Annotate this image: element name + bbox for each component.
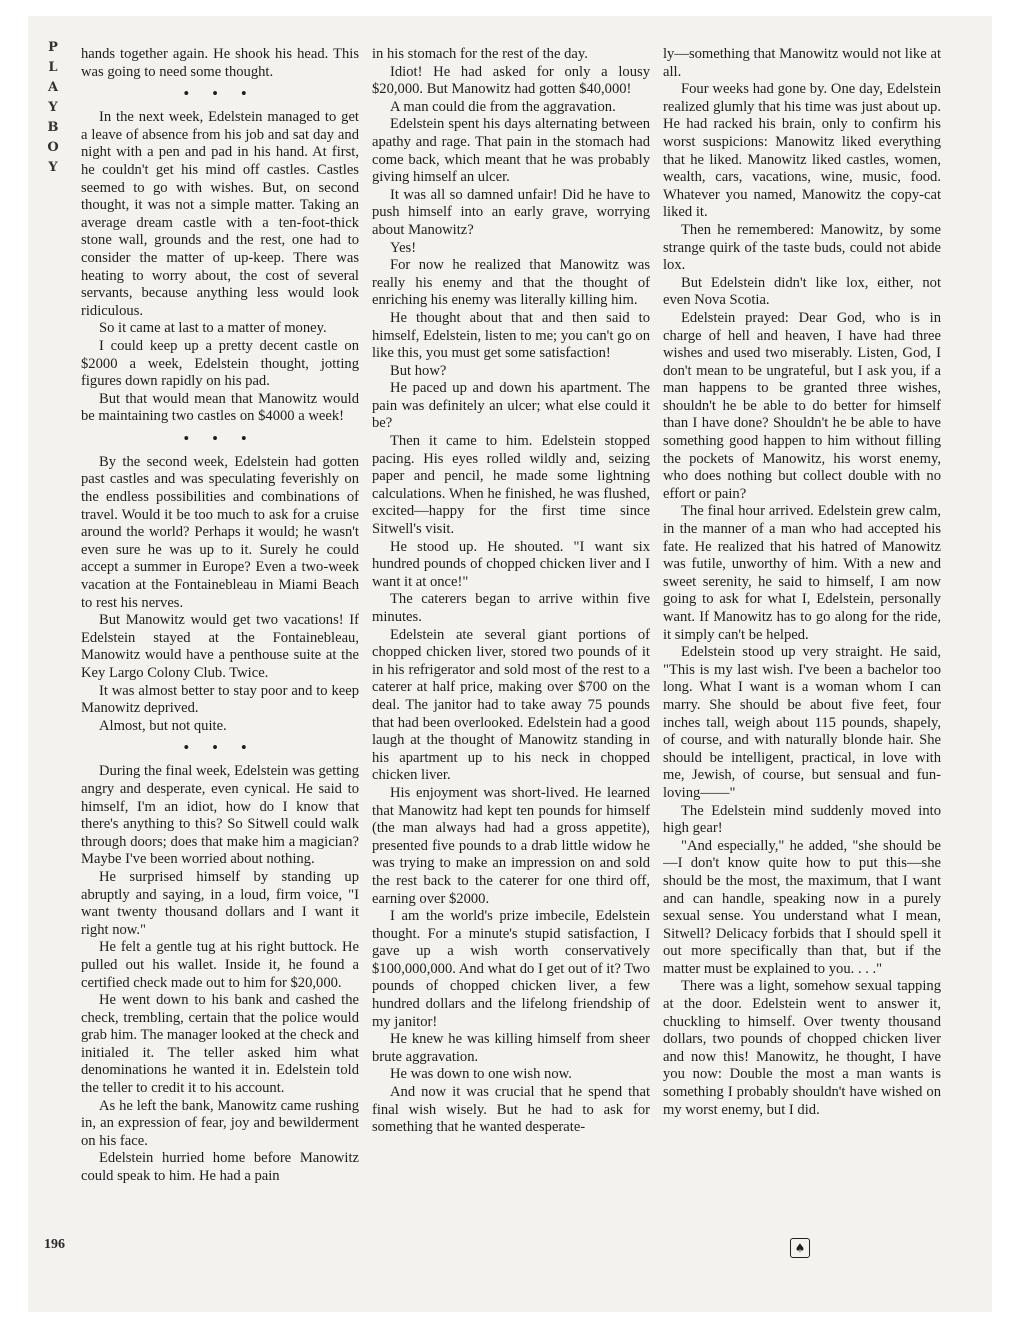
paragraph: Edelstein hurried home before Manowitz could speak to him. He had a pain [81, 1150, 359, 1185]
paragraph: He thought about that and then said to himself, Edelstein, listen to me; you can't go on like this, you must get some satisfaction! [372, 309, 650, 362]
paragraph: But Edelstein didn't like lox, either, not even Nova Scotia. [663, 274, 941, 309]
magazine-name-letter: L [48, 60, 58, 75]
paragraph: But that would mean that Manowitz would be maintaining two castles on $4000 a week! [81, 390, 359, 425]
paragraph: The caterers began to arrive within five minutes. [372, 591, 650, 625]
paragraph: The Edelstein mind suddenly moved into high gear! [663, 802, 941, 837]
magazine-name-vertical [42, 38, 64, 218]
paragraph: Idiot! He had asked for only a lousy $20,000. But Manowitz had gotten $40,000! [372, 63, 650, 98]
paragraph: He stood up. He shouted. "I want six hundred pounds of chopped chicken liver and I want it at once!" [372, 538, 650, 590]
paragraph: He knew he was killing himself from sheer brute aggravation. [372, 1031, 650, 1065]
paragraph: During the final week, Edelstein was getting angry and desperate, even cynical. He said to himself, I'm an idiot, how do I know that there's anything to this? So Sitwell could walk through doors; does that make him a magician? Maybe I've been worried about nothing. [81, 763, 359, 868]
paragraph: "And especially," he added, "she should be—I don't know quite how to put this—she should be the most, the maximum, that I want and can handle, speaking now in a purely sexual sense. You understand what I mean, Sitwell? Delicacy forbids that I should spell it out more specifically than that, but if the matter must be explained to you. . . ." [663, 837, 941, 977]
paragraph: The final hour arrived. Edelstein grew calm, in the manner of a man who had accepted his fate. He realized that his hatred of Manowitz was futile, unworthy of him. With a new and sweet serenity, he said to himself, I am now going to ask for what I, Edelstein, personally want. If Manowitz has to go along for the ride, it simply can't be helped. [663, 503, 941, 643]
paragraph: hands together again. He shook his head. This was going to need some thought. [81, 46, 359, 80]
paragraph: Edelstein stood up very straight. He said, "This is my last wish. I've been a bachelor too long. What I want is a woman whom I can marry. She should be about five feet, four inches tall, weigh about 115 pounds, shapely, of course, and with naturally blonde hair. She should be intelligent, practical, in love with me, Jewish, of course, but sensual and fun-loving——" [663, 644, 941, 801]
paragraph: A man could die from the aggravation. [390, 98, 616, 115]
paragraph: By the second week, Edelstein had gotten past castles and was speculating feverishly on the endless possibilities and combinations of travel. Would it be too much to ask for a cruise around the world? Perhaps it would; he wasn't even sure he was up to it. Surely he could accept a summer in Europe? Even a two-week vacation at the Fontainebleau in Miami Beach to rest his nerves. [81, 453, 359, 611]
paragraph: ly—something that Manowitz would not like at all. [663, 46, 941, 80]
text-column-3 [663, 46, 941, 1266]
paragraph: So it came at last to a matter of money. [99, 320, 327, 337]
page-number: 196 [44, 1237, 65, 1252]
paragraph: Then he remembered: Manowitz, by some strange quirk of the taste buds, could not abide lox. [663, 221, 941, 274]
magazine-name-letter: B [47, 120, 59, 135]
paragraph: It was all so damned unfair! Did he have to push himself into an early grave, worrying about Manowitz? [372, 186, 650, 238]
paragraph: Then it came to him. Edelstein stopped pacing. His eyes rolled wildly and, seizing paper and pencil, he made some lightning calculations. When he finished, he was flushed, excited—happy for the first time since Sitwell's visit. [372, 433, 650, 538]
paragraph: As he left the bank, Manowitz came rushing in, an expression of fear, joy and bewilderment on his face. [81, 1097, 359, 1149]
paragraph: His enjoyment was short-lived. He learned that Manowitz had kept ten pounds for himself (the man always had had a gross appetite), presented five pounds to a drab little widow he was trying to make an impression on and sold the rest back to the caterer for one third off, earning over $2000. [372, 784, 650, 907]
magazine-name-letter: O [47, 140, 59, 155]
paragraph: Yes! [390, 239, 417, 256]
section-break: • • • [183, 86, 257, 103]
paragraph: in his stomach for the rest of the day. [372, 46, 588, 62]
paragraph: There was a light, somehow sexual tapping at the door. Edelstein went to answer it, chuckling to himself. Over twenty thousand dollars, two pounds of chopped chicken liver and now this! Manowitz, he thought, I have you now: Double the most a man wants is something I probably shouldn't have wished on my worst enemy, but I did. [663, 978, 941, 1118]
magazine-name-letter: A [47, 80, 59, 95]
paragraph: Almost, but not quite. [99, 717, 227, 734]
paragraph: I could keep up a pretty decent castle on $2000 a week, Edelstein thought, jotting figures down rapidly on his pad. [81, 337, 359, 390]
paragraph: I am the world's prize imbecile, Edelstein thought. For a minute's stupid satisfaction, I gave up a wish worth conservatively $100,000,000. And what do I get out of it? Two pounds of chopped chicken liver, a few hundred dollars and the lifelong friendship of my janitor! [372, 908, 650, 1030]
text-column-2 [372, 46, 650, 1266]
paragraph: He surprised himself by standing up abruptly and saying, in a loud, firm voice, "I want twenty thousand dollars and I want it right now." [81, 868, 359, 938]
magazine-name-letter: Y [48, 160, 58, 175]
paragraph: He paced up and down his apartment. The pain was definitely an ulcer; what else could it be? [372, 380, 650, 432]
paragraph: Edelstein ate several giant portions of chopped chicken liver, stored two pounds of it in his refrigerator and sold most of the rest to a caterer at half price, making over $700 on the deal. The janitor had to take away 75 pounds that had been overlooked. Edelstein had a good laugh at the thought of Manowitz standing in his apartment up to his neck in chopped chicken liver. [372, 626, 650, 784]
section-break: • • • [183, 430, 257, 447]
section-break: • • • [183, 740, 257, 757]
paragraph: And now it was crucial that he spend that final wish wisely. But he had to ask for something that he wanted desperate- [372, 1084, 650, 1136]
end-mark-icon: ♠ [790, 1238, 810, 1258]
paragraph: For now he realized that Manowitz was really his enemy and that the thought of enriching his enemy was literally killing him. [372, 257, 650, 309]
paragraph: He went down to his bank and cashed the check, trembling, certain that the police would grab him. The manager looked at the check and initialed it. The teller asked him what denominations he wanted it in. Edelstein told the teller to credit it to his account. [81, 992, 359, 1097]
text-column-1 [81, 46, 359, 1266]
paragraph: Edelstein prayed: Dear God, who is in charge of hell and heaven, I have had three wishes and used two miserably. Listen, God, I don't mean to be ungrateful, but I ask you, if a man happens to be granted three wishes, shouldn't he be able to do better for himself than I have done? Shouldn't he be able to have something good happen to him without filling the pockets of Manowitz, his worst enemy, who does nothing but collect double with no effort or pain? [663, 309, 941, 502]
paragraph: He felt a gentle tug at his right buttock. He pulled out his wallet. Inside it, he found a certified check made out to him for $20,000. [81, 939, 359, 991]
paragraph: Edelstein spent his days alternating between apathy and rage. That pain in the stomach had come back, which meant that he was probably giving himself an ulcer. [372, 116, 650, 186]
paragraph: Four weeks had gone by. One day, Edelstein realized glumly that his time was just about up. He had racked his brain, only to confirm his worst suspicions: Manowitz liked everything that he liked. Manowitz liked castles, women, wealth, cars, vacations, wine, music, food. Whatever you named, Manowitz the copy-cat liked it. [663, 81, 941, 221]
paragraph: It was almost better to stay poor and to keep Manowitz deprived. [81, 682, 359, 717]
magazine-name-letter: P [48, 40, 58, 55]
magazine-name-letter: Y [48, 100, 58, 115]
paragraph: But how? [390, 362, 447, 379]
paragraph: In the next week, Edelstein managed to get a leave of absence from his job and sat day and night with a pen and pad in his hand. At first, he couldn't get his mind off castles. Castles seemed to go with wishes. But, on second thought, it was not a simple matter. Taking an average dream castle with a ten-foot-thick stone wall, grounds and the rest, one had to consider the matter of up-keep. There was heating to worry about, the cost of several servants, because anything less would look ridiculous. [81, 109, 359, 319]
paragraph: He was down to one wish now. [390, 1066, 572, 1083]
paragraph: But Manowitz would get two vacations! If Edelstein stayed at the Fontainebleau, Manowitz would have a penthouse suite at the Key Largo Colony Club. Twice. [81, 612, 359, 681]
